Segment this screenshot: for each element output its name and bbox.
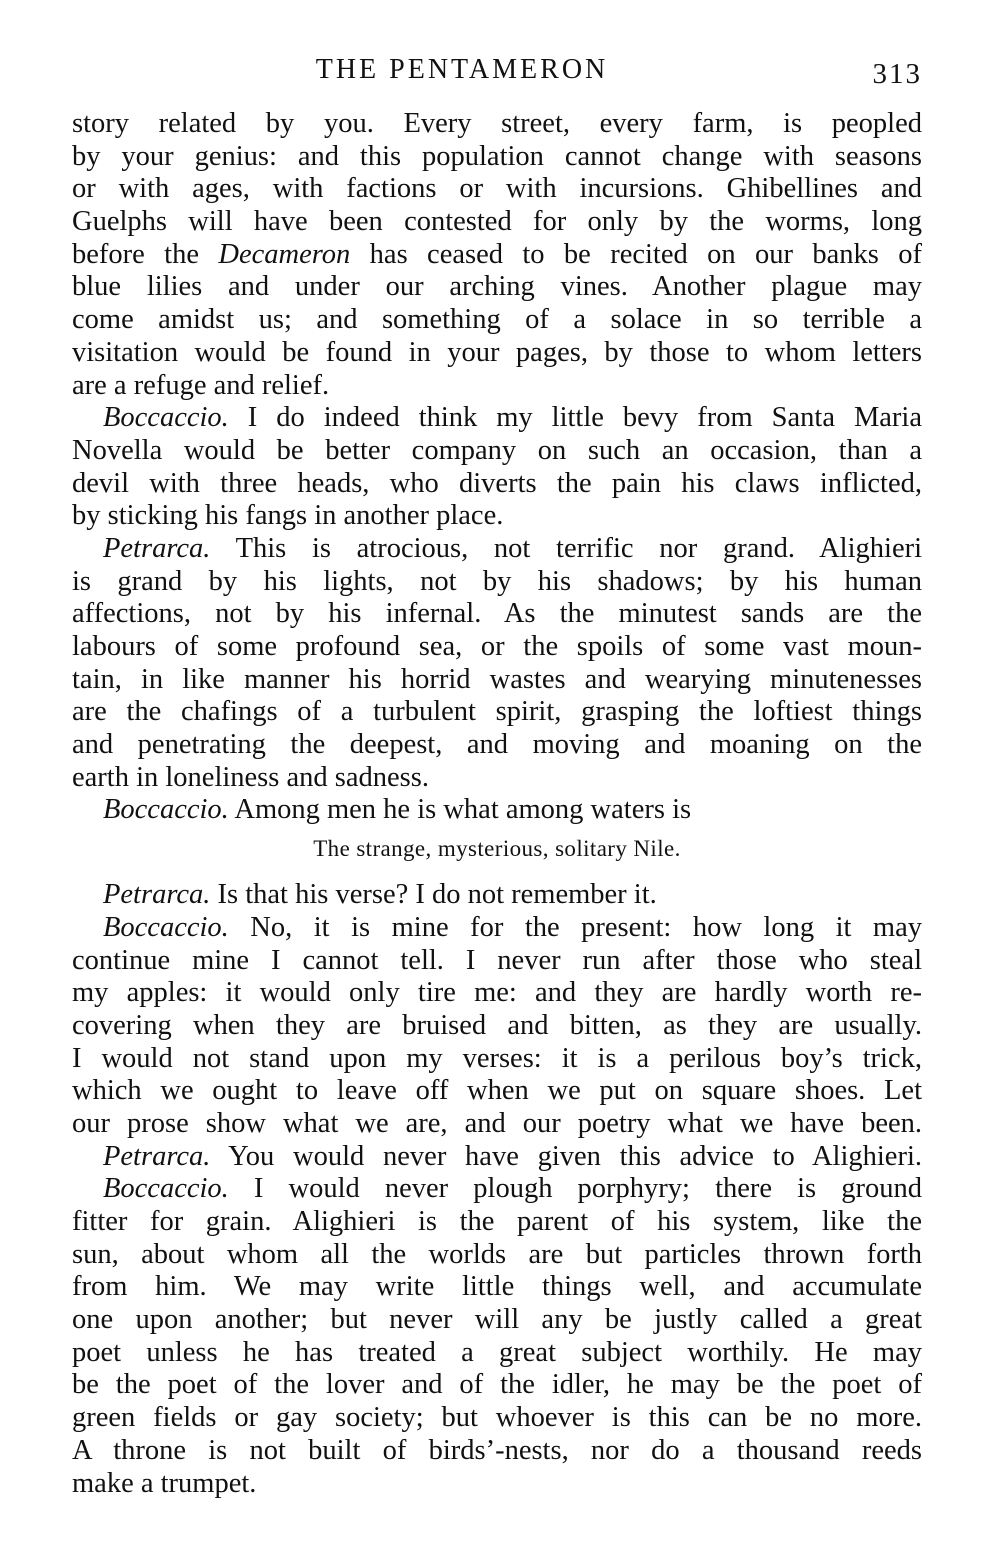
speaker-boccaccio: Boccaccio. [103,911,229,943]
text-line: my apples: it would only tire me: and they are hardly worth re- [72,977,922,1009]
book-title-decameron: Decameron [218,238,351,270]
text-line: Guelphs will have been contested for only by the worms, long [72,206,922,238]
page-number: 313 [872,58,922,90]
text-line: Petrarca. This is atrocious, not terrific nor grand. Alighieri [103,532,922,564]
text-line: Boccaccio. Among men he is what among waters is [103,794,692,826]
text-line: earth in loneliness and sadness. [72,761,429,793]
text-line: one upon another; but never will any be justly called a great [72,1304,922,1336]
speaker-boccaccio: Boccaccio. [103,1173,229,1205]
running-title: THE PENTAMERON [315,54,609,85]
text-line: by sticking his fangs in another place. [72,500,504,532]
verse-quotation: The strange, mysterious, solitary Nile. [313,836,681,862]
text-line: come amidst us; and something of a solace in so terrible a [72,304,922,336]
text-line: sun, about whom all the worlds are but particles thrown forth [72,1238,922,1270]
text-line: poet unless he has treated a great subject worthily. He may [72,1336,922,1368]
text-line: Boccaccio. No, it is mine for the present: how long it may [103,911,922,943]
text-line: or with ages, with factions or with incursions. Ghibellines and [72,173,922,205]
text-line: continue mine I cannot tell. I never run after those who steal [72,944,922,976]
text-line: and penetrating the deepest, and moving and moaning on the [72,729,922,761]
text-line: by your genius: and this population cannot change with seasons [72,140,922,172]
speaker-petrarca: Petrarca. [103,532,211,564]
text-line: fitter for grain. Alighieri is the parent of his system, like the [72,1206,922,1237]
text-line: is grand by his lights, not by his shadows; by his human [72,565,922,597]
text-line: I would not stand upon my verses: it is a perilous boy’s trick, [72,1042,922,1074]
text-line: blue lilies and under our arching vines. Another plague may [72,271,922,303]
speaker-boccaccio: Boccaccio. [103,402,229,434]
text-line: affections, not by his infernal. As the minutest sands are the [72,598,922,630]
text-line: are the chafings of a turbulent spirit, grasping the loftiest things [72,696,922,728]
text-line: covering when they are bruised and bitten, as they are usually. [72,1009,922,1041]
text-line: Boccaccio. I would never plough porphyry; there is ground [103,1173,922,1205]
text-line: are a refuge and relief. [72,369,330,401]
speaker-boccaccio: Boccaccio. [103,794,229,826]
text-line: Novella would be better company on such an occasion, than a [72,434,922,466]
text-line: before the Decameron has ceased to be recited on our banks of [72,238,922,270]
text-line: make a trumpet. [72,1467,257,1499]
text-line: visitation would be found in your pages, by those to whom letters [72,336,922,368]
speaker-petrarca: Petrarca. [103,879,211,911]
text-line: Petrarca. Is that his verse? I do not remember it. [103,879,657,911]
speaker-petrarca: Petrarca. [103,1140,211,1172]
text-line: Petrarca. You would never have given this advice to Alighieri. [103,1140,922,1172]
running-head [72,50,922,90]
text-line: tain, in like manner his horrid wastes and wearying minutenesses [72,663,922,695]
text-line: A throne is not built of birds’-nests, nor do a thousand reeds [72,1434,922,1466]
text-line: labours of some profound sea, or the spoils of some vast moun- [72,631,922,662]
text-line: green fields or gay society; but whoever is this can be no more. [72,1402,922,1434]
text-line: which we ought to leave off when we put on square shoes. Let [72,1075,922,1107]
text-line: Boccaccio. I do indeed think my little bevy from Santa Maria [103,402,922,434]
body-text [72,108,922,1500]
text-line: our prose show what we are, and our poetry what we have been. [72,1107,922,1139]
text-line: devil with three heads, who diverts the pain his claws inflicted, [72,467,922,499]
text-line: from him. We may write little things well, and accumulate [72,1271,922,1303]
text-line: be the poet of the lover and of the idler, he may be the poet of [72,1369,922,1401]
text-line: story related by you. Every street, every farm, is peopled [72,108,922,139]
